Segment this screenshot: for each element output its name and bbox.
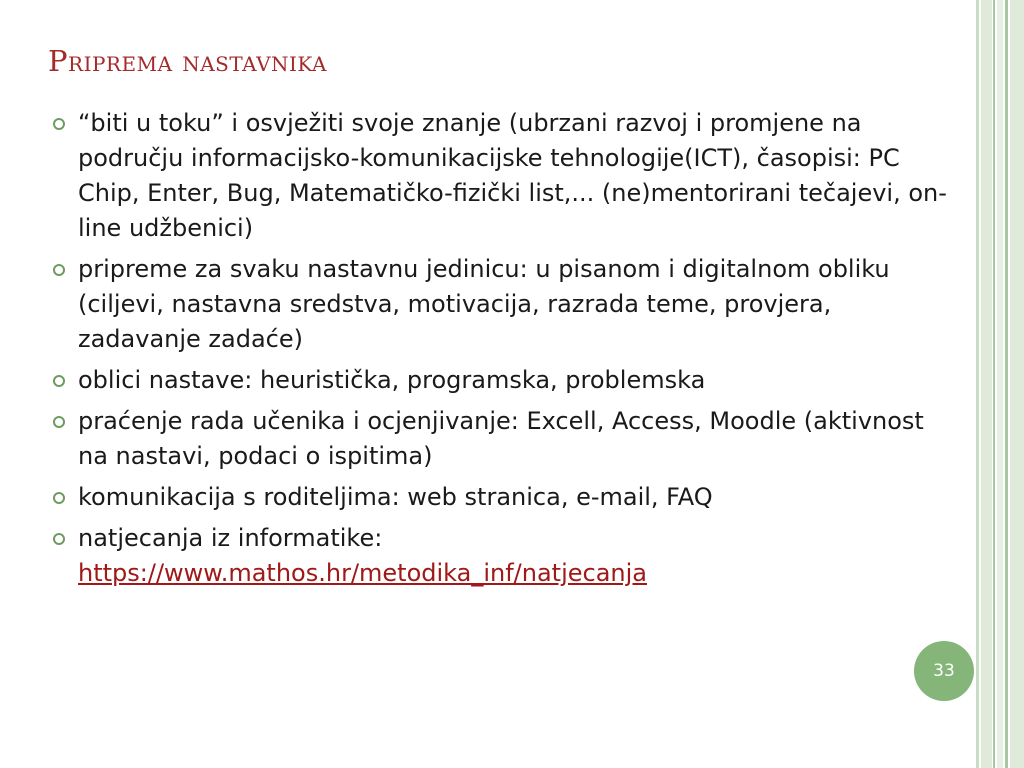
slide-title: Priprema nastavnika xyxy=(48,44,327,78)
bullet-text: pripreme za svaku nastavnu jedinicu: u pisanom i digitalnom obliku (ciljevi, nastavna sredstva, motivacija, razrada teme, provjera, zadavanje zadaće) xyxy=(78,255,890,353)
bullet-text: oblici nastave: heuristička, programska, problemska xyxy=(78,366,706,394)
bullet-text: natjecanja iz informatike: xyxy=(78,524,383,552)
decorative-stripe xyxy=(1010,0,1024,768)
bullet-item xyxy=(48,252,948,357)
bullet-circle-icon xyxy=(53,416,65,428)
decorative-stripe xyxy=(997,0,1003,768)
decorative-stripe xyxy=(1005,0,1008,768)
decorative-stripe xyxy=(993,0,995,768)
bullet-circle-icon xyxy=(53,492,65,504)
bullet-circle-icon xyxy=(53,533,65,545)
bullet-circle-icon xyxy=(53,264,65,276)
bullet-text: “biti u toku” i osvježiti svoje znanje (ubrzani razvoj i promjene na području informacijsko-komunikacijske tehnologije(ICT), časopisi: PC Chip, Enter, Bug, Matematičko-fizički list,... (ne)mentorirani tečajevi, on-line udžbenici) xyxy=(78,109,947,242)
decorative-stripe xyxy=(976,0,979,768)
bullet-text: praćenje rada učenika i ocjenjivanje: Excell, Access, Moodle (aktivnost na nastavi, podaci o ispitima) xyxy=(78,407,924,470)
bullet-item xyxy=(48,480,948,515)
decorative-stripe xyxy=(981,0,992,768)
bullet-circle-icon xyxy=(53,118,65,130)
bullet-item xyxy=(48,404,948,474)
natjecanja-link[interactable]: https://www.mathos.hr/metodika_inf/natjecanja xyxy=(78,559,648,587)
page-number-badge: 33 xyxy=(914,641,974,701)
bullet-item xyxy=(48,106,948,246)
bullet-text: komunikacija s roditeljima: web stranica, e-mail, FAQ xyxy=(78,483,713,511)
bullet-item xyxy=(48,521,948,591)
bullet-item xyxy=(48,363,948,398)
bullet-list xyxy=(48,106,948,597)
bullet-circle-icon xyxy=(53,375,65,387)
